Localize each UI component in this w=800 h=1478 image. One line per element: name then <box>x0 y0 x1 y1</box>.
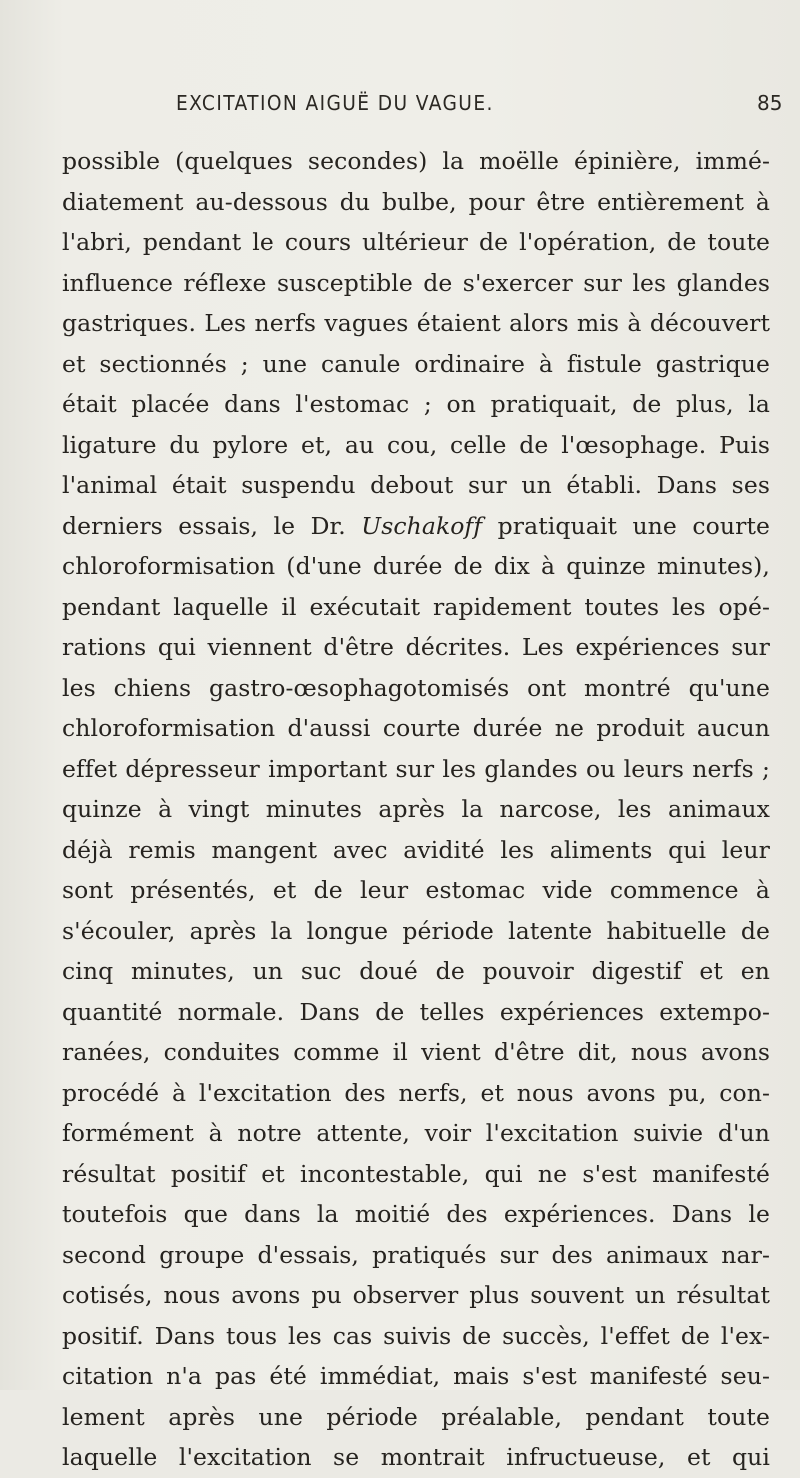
text-line-13: rations qui viennent d'être décrites. Les expériences sur <box>62 633 770 661</box>
text-line-10-end: pratiquait une courte <box>497 511 770 540</box>
text-line-21: cinq minutes, un suc doué de pouvoir digestif et en <box>62 957 770 985</box>
text-line-7: était placée dans l'estomac ; on pratiquait, de plus, la <box>62 390 770 418</box>
text-line-20: s'écouler, après la longue période latente habituelle de <box>62 916 770 945</box>
text-line-5: gastriques. Les nerfs vagues étaient alors mis à découvert <box>62 309 770 337</box>
text-line-32: lement après une période préalable, pendant toute <box>62 1402 770 1431</box>
text-line-9: l'animal était suspendu debout sur un établi. Dans ses <box>62 471 770 499</box>
text-line-12: pendant laquelle il exécutait rapidement toutes les opé- <box>62 592 770 621</box>
text-line-11: chloroformisation (d'une durée de dix à quinze minutes), <box>62 552 770 580</box>
text-line-15: chloroformisation d'aussi courte durée ne produit aucun <box>62 714 770 742</box>
text-line-10 <box>62 506 770 547</box>
text-line-1: possible (quelques secondes) la moëlle épinière, immé- <box>62 147 770 175</box>
text-line-2: diatement au-dessous du bulbe, pour être entièrement à <box>62 187 770 216</box>
text-line-31: citation n'a pas été immédiat, mais s'est manifesté seu- <box>62 1362 770 1390</box>
text-line-14: les chiens gastro-œsophagotomisés ont montré qu'une <box>62 673 770 702</box>
text-line-18: déjà remis mangent avec avidité les aliments qui leur <box>62 835 770 864</box>
text-line-30: positif. Dans tous les cas suivis de succès, l'effet de l'ex- <box>62 1321 770 1350</box>
page-number: 85 <box>757 91 783 115</box>
body-text <box>62 141 770 1478</box>
running-title: EXCITATION AIGUË DU VAGUE. <box>176 91 494 115</box>
text-line-33: laquelle l'excitation se montrait infructueuse, et qui <box>62 1443 770 1471</box>
text-line-22: quantité normale. Dans de telles expériences extempo- <box>62 997 770 1026</box>
text-line-10-start: derniers essais, le Dr. <box>62 511 346 540</box>
text-line-25: formément à notre attente, voir l'excitation suivie d'un <box>62 1119 770 1147</box>
text-line-26: résultat positif et incontestable, qui ne s'est manifesté <box>62 1159 770 1188</box>
text-line-29: cotisés, nous avons pu observer plus souvent un résultat <box>62 1281 770 1309</box>
text-line-17: quinze à vingt minutes après la narcose, les animaux <box>62 795 770 823</box>
text-line-4: influence réflexe susceptible de s'exercer sur les glandes <box>62 268 770 297</box>
text-line-6: et sectionnés ; une canule ordinaire à fistule gastrique <box>62 349 770 378</box>
text-line-19: sont présentés, et de leur estomac vide commence à <box>62 876 770 904</box>
text-line-3: l'abri, pendant le cours ultérieur de l'opération, de toute <box>62 228 770 256</box>
text-line-16: effet dépresseur important sur les glandes ou leurs nerfs ; <box>62 754 770 783</box>
text-line-23: ranées, conduites comme il vient d'être dit, nous avons <box>62 1038 770 1066</box>
author-name: Uschakoff <box>361 511 483 540</box>
text-line-8: ligature du pylore et, au cou, celle de l'œsophage. Puis <box>62 430 770 459</box>
running-header <box>0 91 800 125</box>
text-line-27: toutefois que dans la moitié des expériences. Dans le <box>62 1200 770 1228</box>
text-line-24: procédé à l'excitation des nerfs, et nous avons pu, con- <box>62 1078 770 1107</box>
text-line-28: second groupe d'essais, pratiqués sur des animaux nar- <box>62 1240 770 1269</box>
